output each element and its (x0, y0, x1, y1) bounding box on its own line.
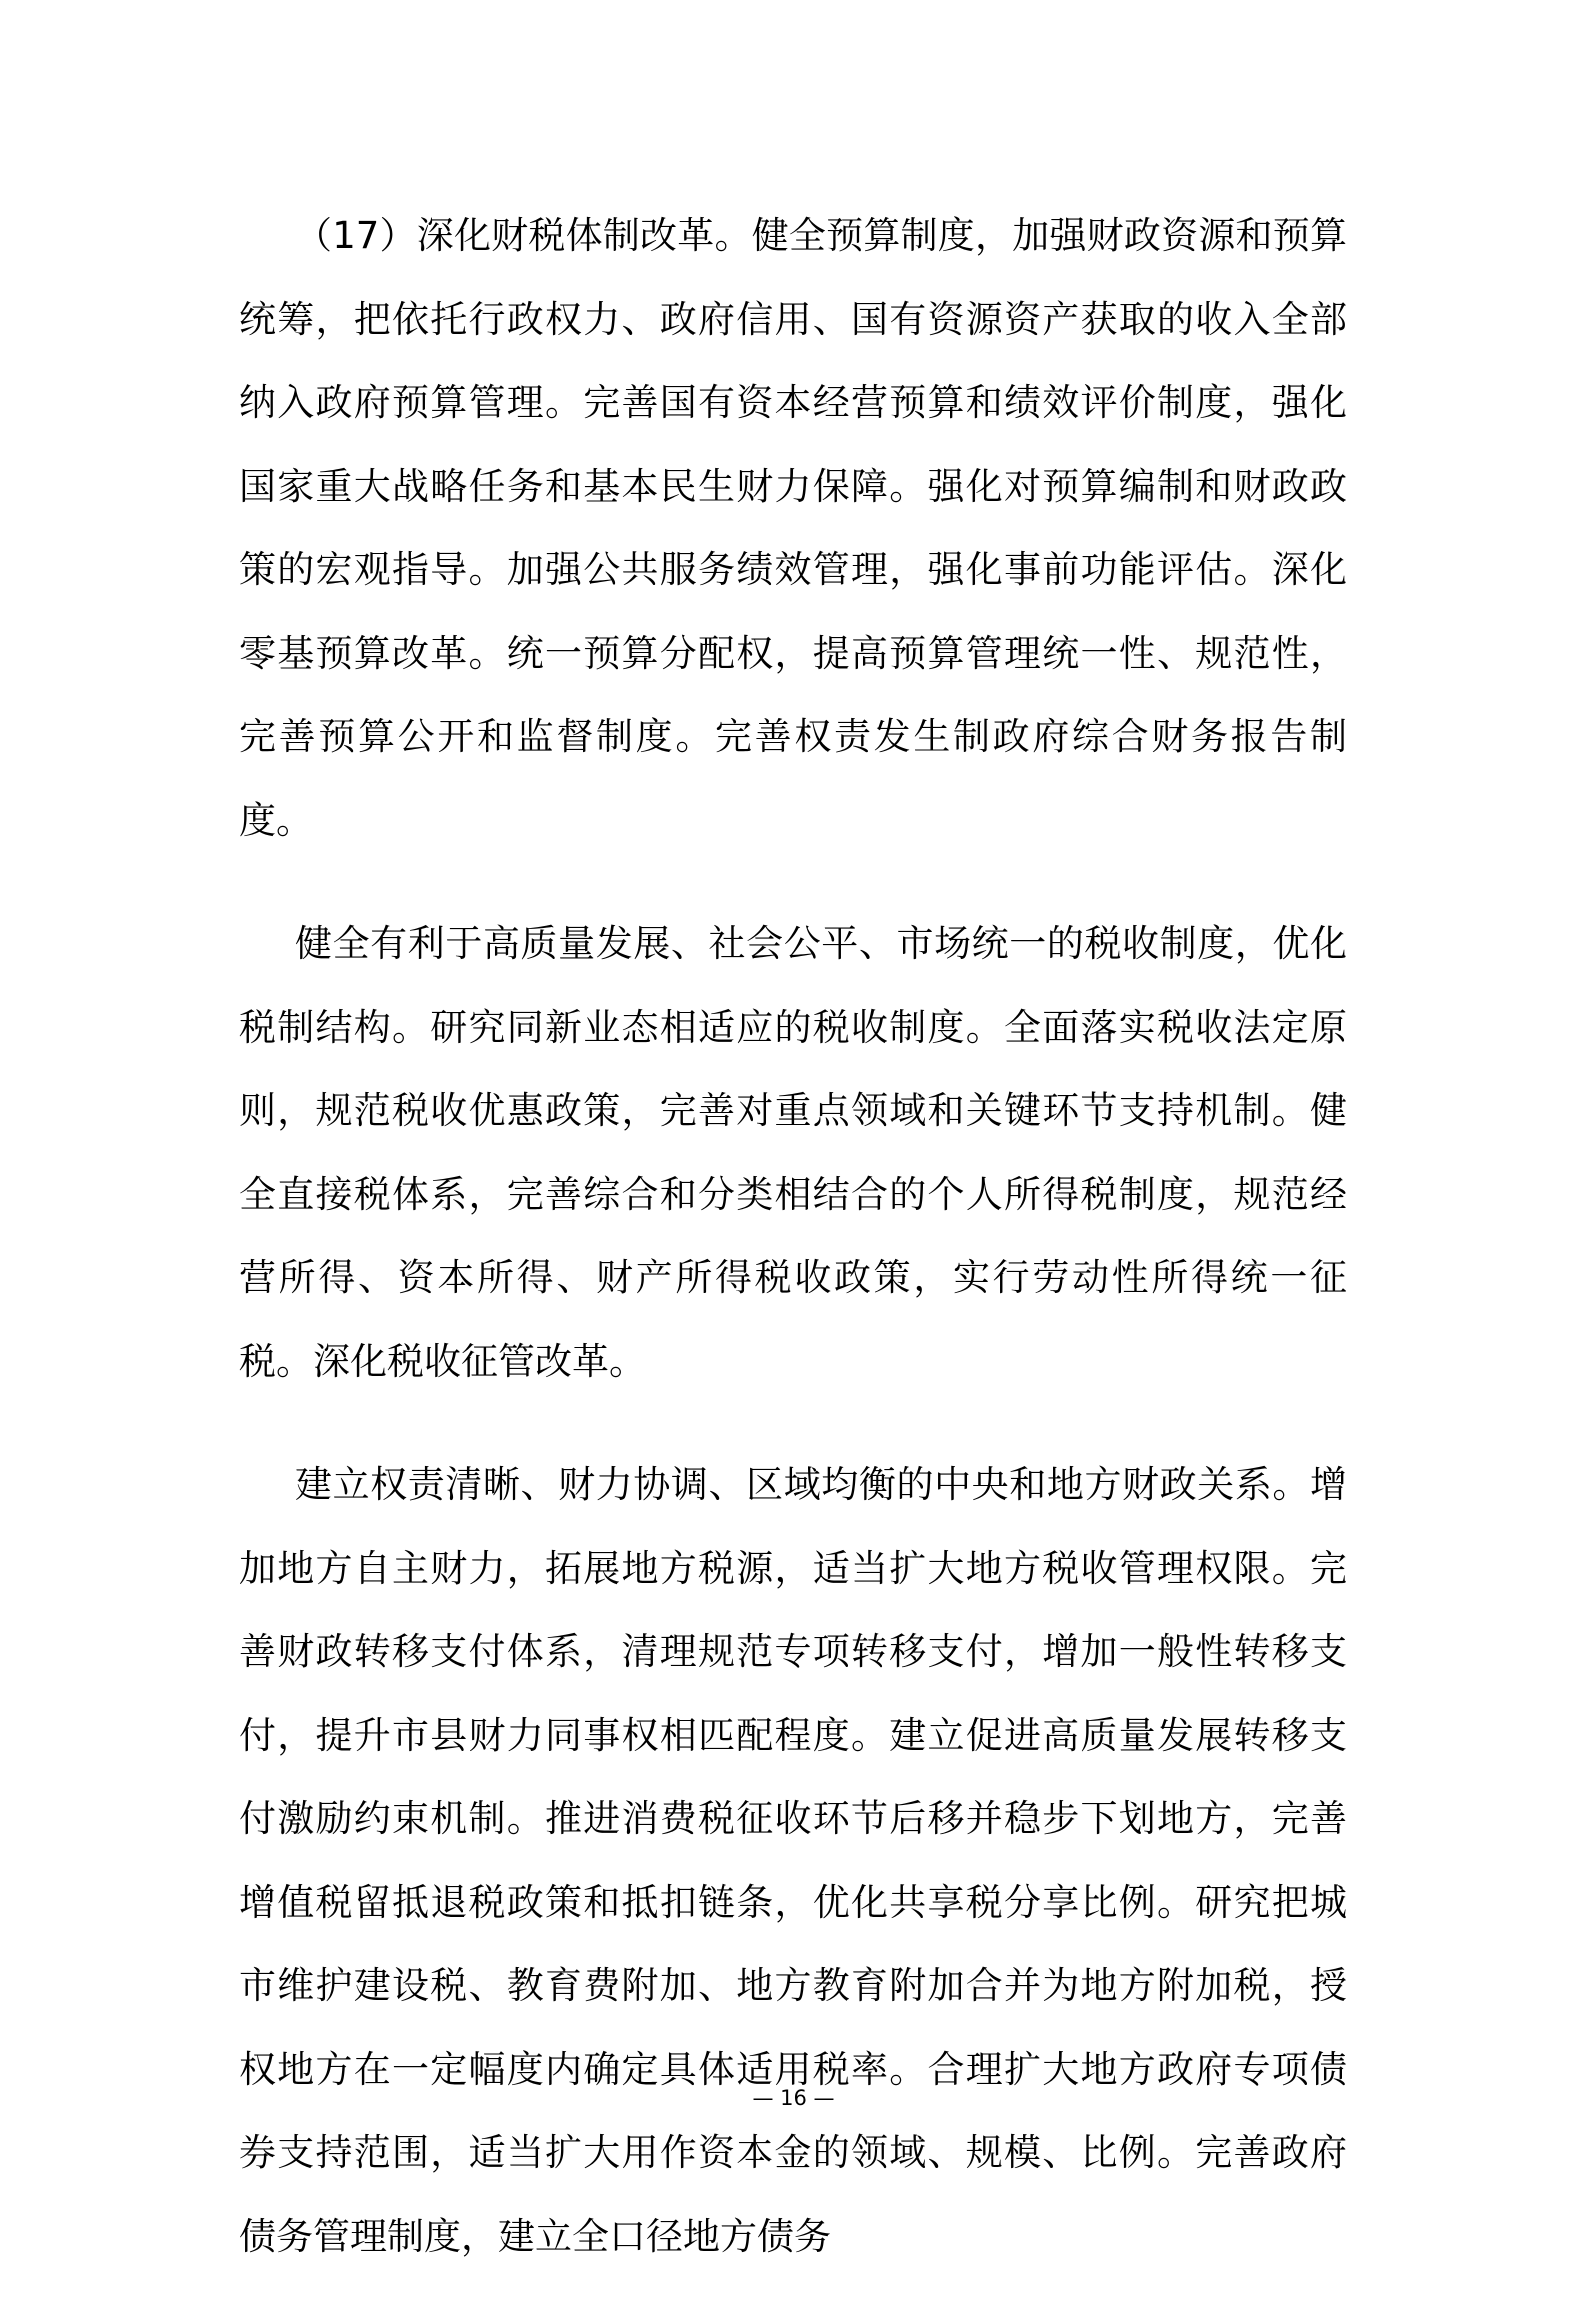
document-body (239, 194, 1347, 2318)
paragraph-central-local-fiscal-relations: 建立权责清晰、财力协调、区域均衡的中央和地方财政关系。增加地方自主财力，拓展地方税源，适当扩大地方税收管理权限。完善财政转移支付体系，清理规范专项转移支付，增加一般性转移支付，提升市县财力同事权相匹配程度。建立促进高质量发展转移支付激励约束机制。推进消费税征收环节后移并稳步下划地方，完善增值税留抵退税政策和抵扣链条，优化共享税分享比例。研究把城市维护建设税、教育费附加、地方教育附加合并为地方附加税，授权地方在一定幅度内确定具体适用税率。合理扩大地方政府专项债券支持范围，适当扩大用作资本金的领域、规模、比例。完善政府债务管理制度，建立全口径地方债务 (239, 1463, 1347, 2258)
page-number: — 16 — (752, 2086, 835, 2110)
paragraph-17-fiscal-tax-reform: （17）深化财税体制改革。健全预算制度，加强财政资源和预算统筹，把依托行政权力、政府信用、国有资源资产获取的收入全部纳入政府预算管理。完善国有资本经营预算和绩效评价制度，强化国家重大战略任务和基本民生财力保障。强化对预算编制和财政政策的宏观指导。加强公共服务绩效管理，强化事前功能评估。深化零基预算改革。统一预算分配权，提高预算管理统一性、规范性，完善预算公开和监督制度。完善权责发生制政府综合财务报告制度。 (239, 214, 1347, 842)
paragraph-tax-system: 健全有利于高质量发展、社会公平、市场统一的税收制度，优化税制结构。研究同新业态相适应的税收制度。全面落实税收法定原则，规范税收优惠政策，完善对重点领域和关键环节支持机制。健全直接税体系，完善综合和分类相结合的个人所得税制度，规范经营所得、资本所得、财产所得税收政策，实行劳动性所得统一征税。深化税收征管改革。 (239, 922, 1347, 1383)
